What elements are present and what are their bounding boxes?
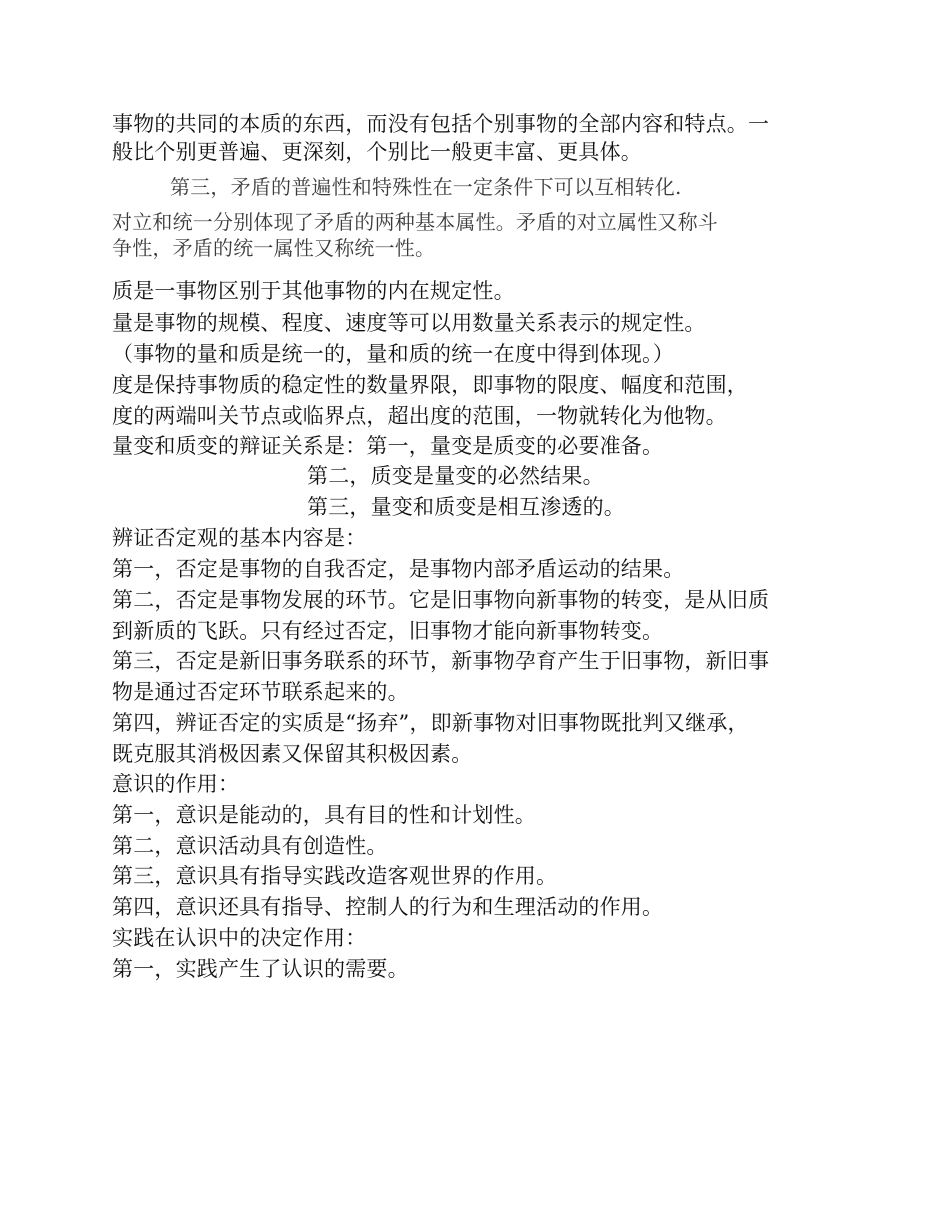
quality-line-4: 度是保持事物质的稳定性的数量界限，即事物的限度、幅度和范围， bbox=[112, 373, 748, 397]
consciousness-line-2: 第二，意识活动具有创造性。 bbox=[112, 834, 388, 858]
negation-line-1: 第一，否定是事物的自我否定，是事物内部矛盾运动的结果。 bbox=[112, 557, 685, 581]
quality-sub-point-1: 第二，质变是量变的必然结果。 bbox=[307, 464, 604, 488]
paragraph-3-line-1: 对立和统一分别体现了矛盾的两种基本属性。矛盾的对立属性又称斗 bbox=[112, 210, 718, 234]
negation-line-3: 到新质的飞跃。只有经过否定，旧事物才能向新事物转变。 bbox=[112, 619, 664, 643]
practice-line-1: 第一，实践产生了认识的需要。 bbox=[112, 957, 409, 981]
paragraph-2: 第三，矛盾的普遍性和特殊性在一定条件下可以互相转化. bbox=[170, 175, 682, 199]
negation-line-7: 既克服其消极因素又保留其积极因素。 bbox=[112, 742, 473, 766]
negation-heading: 辨证否定观的基本内容是： bbox=[112, 526, 367, 550]
quality-line-3: （事物的量和质是统一的，量和质的统一在度中得到体现。） bbox=[112, 342, 674, 366]
practice-heading: 实践在认识中的决定作用： bbox=[112, 926, 367, 950]
paragraph-3-line-2: 争性，矛盾的统一属性又称统一性。 bbox=[112, 236, 436, 260]
quality-line-6: 量变和质变的辩证关系是：第一，量变是质变的必要准备。 bbox=[112, 434, 664, 458]
quality-line-2: 量是事物的规模、程度、速度等可以用数量关系表示的规定性。 bbox=[112, 311, 706, 335]
consciousness-line-4: 第四，意识还具有指导、控制人的行为和生理活动的作用。 bbox=[112, 895, 664, 919]
consciousness-line-3: 第三，意识具有指导实践改造客观世界的作用。 bbox=[112, 864, 558, 888]
quality-sub-point-2: 第三，量变和质变是相互渗透的。 bbox=[307, 495, 625, 519]
negation-line-2: 第二，否定是事物发展的环节。它是旧事物向新事物的转变，是从旧质 bbox=[112, 588, 770, 612]
consciousness-heading: 意识的作用： bbox=[112, 772, 240, 796]
negation-line-4: 第三，否定是新旧事务联系的环节，新事物孕育产生于旧事物，新旧事 bbox=[112, 649, 770, 673]
paragraph-1-line-1: 事物的共同的本质的东西，而没有包括个别事物的全部内容和特点。一 bbox=[112, 112, 770, 136]
negation-line-6: 第四，辨证否定的实质是“扬弃”，即新事物对旧事物既批判又继承， bbox=[112, 711, 749, 735]
quality-line-1: 质是一事物区别于其他事物的内在规定性。 bbox=[112, 279, 515, 303]
quality-line-5: 度的两端叫关节点或临界点，超出度的范围，一物就转化为他物。 bbox=[112, 404, 727, 428]
paragraph-1-line-2: 般比个别更普遍、更深刻，个别比一般更丰富、更具体。 bbox=[112, 140, 642, 164]
negation-line-5: 物是通过否定环节联系起来的。 bbox=[112, 680, 409, 704]
consciousness-line-1: 第一，意识是能动的，具有目的性和计划性。 bbox=[112, 803, 536, 827]
